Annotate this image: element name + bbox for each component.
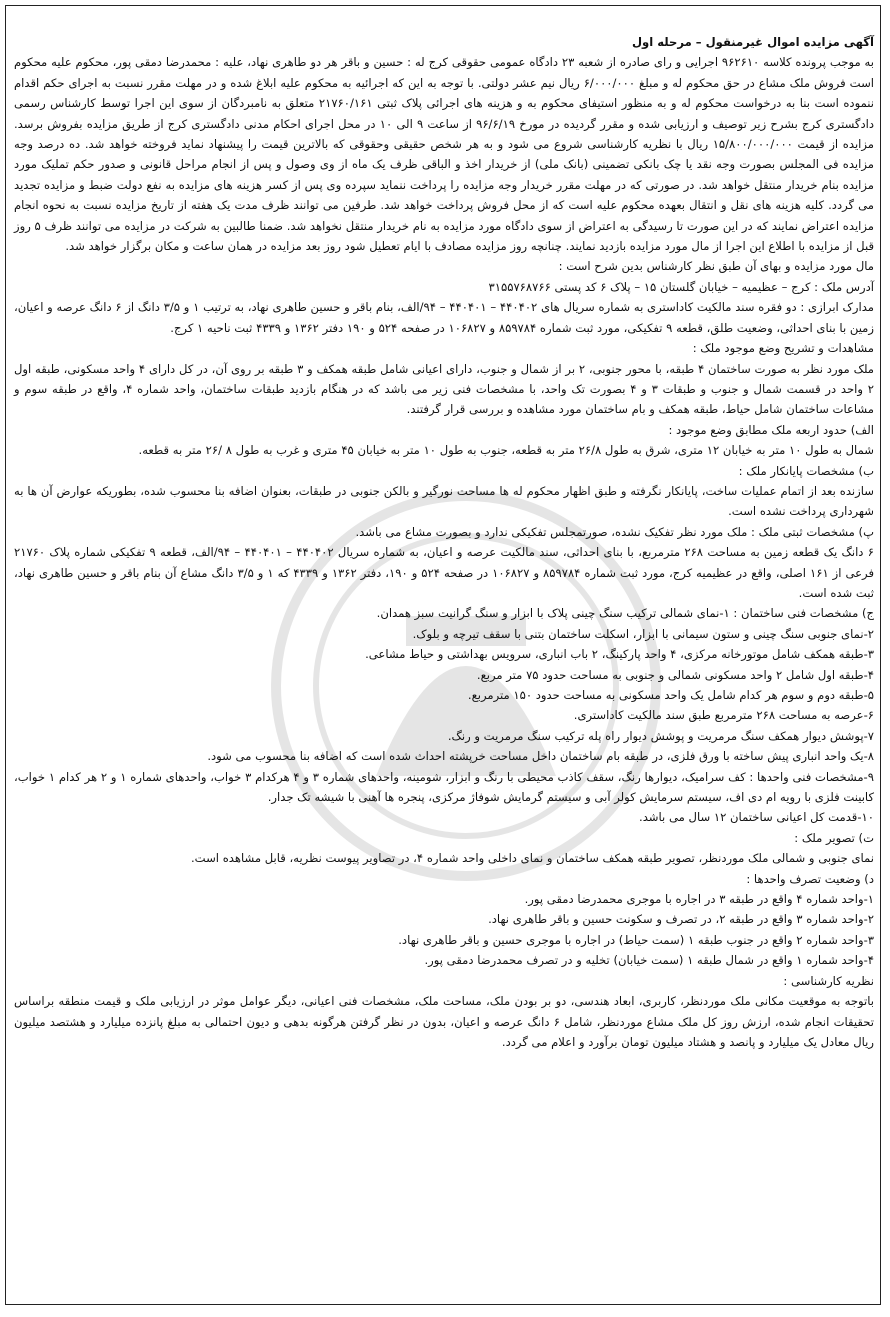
paragraph: ۶ دانگ یک قطعه زمین به مساحت ۲۶۸ مترمربع، با بنای احداثی، سند مالکیت عرصه و اعیان، به شماره سریال ۴۴۰۴۰۲ – ۴۴۰۴۰۱ – ۹۴/الف، قطعه ۹ تفکیکی شماره پلاک ۲۱۷۶۰ فرعی از ۱۶۱ اصلی، واقع در عظیمیه کرج، مورد ثبت شماره ۸۵۹۷۸۴ و ۱۰۶۸۲۷ در صفحه ۵۲۴ و ۱۹۰، دفتر ۱۳۶۲ و ۴۳۳۹ که ۱ و ۳/۵ دانگ مشاع آن بنام باقر و حسین طاهری نهاد، ثبت شده است. (14, 545, 874, 600)
paragraph: به موجب پرونده کلاسه ۹۶۲۶۱۰ اجرایی و رای صادره از شعبه ۲۳ دادگاه عمومی حقوقی کرج له : حسین و باقر هر دو طاهری نهاد، علیه : محمدرضا دمقی پور، محکوم علیه محکوم است فروش ملک مشاع در حق محکوم له و مبلغ ۶/۰۰۰/۰۰۰ ریال نیم عشر دولتی. با توجه به این که اجرائیه به محکوم علیه ابلاغ شده و در مهلت مقرر نسبت به اجرای حکم اقدام ننموده است بنا به درخواست محکوم له و به منظور استیفای محکوم به و هزینه های اجرائی پلاک ثبتی ۲۱۷۶۰/۱۶۱ متعلق به نامبردگان از سوی این اجرا توسط کارشناس رسمی دادگستری کرج بشرح زیر توصیف و ارزیابی شده و مقرر گردیده در مورخ ۹۶/۶/۱۹ از ساعت ۹ الی ۱۰ در محل اجرای احکام مدنی دادگستری کرج از طریق مزایده بفروش برسد. مزایده از قیمت ۱۵/۸۰۰/۰۰۰/۰۰۰ ریال با نظریه کارشناسی شروع می شود و به هر شخص حقیقی وحقوقی که بالاترین قیمت را پیشنهاد نماید فروخته خواهد شد. ده درصد وجه مزایده فی المجلس بصورت وجه نقد یا چک بانکی تضمینی (بانک ملی) از خریدار اخذ و الباقی ظرف یک ماه از وی وصول و پس از انجام مراحل قانونی و صدور حکم تملیک مورد مزایده بنام خریدار منتقل خواهد شد. در صورتی که در مهلت مقرر خریدار وجه مزایده را پرداخت ننماید سپرده وی پس از کسر هزینه های مزایده به نفع دولت ضبط و مزایده تجدید می گردد. کلیه هزینه های نقل و انتقال بعهده محکوم علیه است که از محل فروش پرداخت خواهد شد. طرفین می توانند ظرف مدت یک هفته از تاریخ مزایده نسبت به نحوه انجام مزایده اعتراض نمایند که در این صورت تا رسیدگی به اعتراض از سوی دادگاه مورد مزایده به نام خریدار منتقل نخواهد شد. ضمنا طالبین به شرکت در مزایده می توانند ظرف ۵ روز قبل از مزایده با اطلاع این اجرا از مال مورد مزایده بازدید نمایند. چنانچه روز مزایده مصادف با ایام تعطیل شود روز بعد مزایده در همان ساعت و مکان برگزار خواهد شد. (14, 55, 875, 254)
paragraph: ۳-طبقه همکف شامل موتورخانه مرکزی، ۴ واحد پارکینگ، ۲ باب انباری، سرویس بهداشتی و حیاط مشاعی. (365, 647, 874, 662)
paragraph: پ) مشخصات ثبتی ملک : ملک مورد نظر تفکیک نشده، صورتمجلس تفکیکی ندارد و بصورت مشاع می باشد. (355, 524, 874, 539)
paragraph: ج) مشخصات فنی ساختمان : ۱-نمای شمالی ترکیب سنگ چینی پلاک با ابزار و سنگ گرانیت سبز همدان. (376, 606, 874, 621)
paragraph: ۶-عرصه به مساحت ۲۶۸ مترمربع طبق سند مالکیت کاداستری. (573, 708, 874, 723)
paragraph: ۵-طبقه دوم و سوم هر کدام شامل یک واحد مسکونی به مساحت حدود ۱۵۰ مترمربع. (467, 688, 874, 702)
paragraph: ۷-پوشش دیوار همکف سنگ مرمریت و پوشش دیوار راه پله ترکیب سنگ مرمریت و رنگ. (447, 728, 874, 743)
paragraph: ۴-واحد شماره ۱ واقع در شمال طبقه ۱ (سمت خیابان) تخلیه و در تصرف محمدرضا دمقی پور. (424, 953, 874, 968)
paragraph: سازنده بعد از اتمام عملیات ساخت، پایانکار نگرفته و طبق اظهار محکوم له ها مساحت نورگیر و بالکن جنوبی در طبقات، بعنوان اضافه بنا محسوب شده، بطوریکه عوارض آن ها به شهرداری پرداخت نشده است. (14, 483, 874, 519)
paragraph: مدارک ابرازی : دو فقره سند مالکیت کاداستری به شماره سریال های ۴۴۰۴۰۲ – ۴۴۰۴۰۱ – ۹۴/الف، بنام باقر و حسین طاهری نهاد، به ترتیب ۱ و ۳/۵ دانگ از ۶ دانگ عرصه و اعیان، زمین با بنای احداثی، وضعیت طلق، قطعه ۹ تفکیکی، مورد ثبت شماره ۸۵۹۷۸۴ و ۱۰۶۸۲۷ در صفحه ۵۲۴ و ۱۹۰ دفتر ۱۳۶۲ و ۴۳۳۹ ثبت ناحیه ۱ کرج. (14, 300, 874, 335)
paragraph: ملک مورد نظر به صورت ساختمان ۴ طبقه، با محور جنوبی، ۲ بر از شمال و جنوب، دارای اعیانی شامل طبقه همکف و ۳ طبقه بر روی آن، در کل دارای ۴ واحد مسکونی، طبقه اول ۲ واحد در قسمت شمال و جنوب و طبقات ۳ و ۴ بصورت تک واحد، با مشخصات فنی زیر می باشد که در هنگام بازدید طبقات ساختمان، واحد شماره ۴، واقع در طبقه سوم و مشاعات ساختمان شامل حیاط، طبقه همکف و بام ساختمان مورد مشاهده و بررسی قرار گرفتند. (14, 361, 874, 417)
notice-title: آگهی مزایده اموال غیرمنقول – مرحله اول (631, 35, 874, 49)
notice-frame (5, 5, 881, 1305)
paragraph: مال مورد مزایده و بهای آن طبق نظر کارشناس بدین شرح است : (558, 259, 874, 274)
paragraph: د) وضعیت تصرف واحدها : (746, 871, 874, 886)
paragraph: آدرس ملک : کرج – عظیمیه – خیابان گلستان ۱۵ – پلاک ۶ کد پستی ۳۱۵۵۷۶۸۷۶۶ (488, 279, 874, 294)
paragraph: الف) حدود اربعه ملک مطابق وضع موجود : (668, 422, 874, 437)
paragraph: ب) مشخصات پایانکار ملک : (738, 463, 874, 478)
paragraph: ۴-طبقه اول شامل ۲ واحد مسکونی شمالی و جنوبی به مساحت حدود ۷۵ متر مربع. (476, 667, 874, 682)
paragraph: ۲-نمای جنوبی سنگ چینی و ستون سیمانی با ابزار، اسکلت ساختمان بتنی با سقف تیرچه و بلوک. (412, 626, 874, 641)
paragraph: ۸-یک واحد انباری پیش ساخته با ورق فلزی، در طبقه بام ساختمان داخل مساحت خرپشته احداث شده است که اضافه بنا محسوب می شود. (207, 749, 874, 764)
notice-body (14, 32, 874, 1052)
paragraph: شمال به طول ۱۰ متر به خیابان ۱۲ متری، شرق به طول ۲۶/۸ متر به قطعه، جنوب به طول ۱۰ متر به خیابان ۴۵ متری و غرب به طول ۸ /۲۶ متر به قطعه. (138, 443, 874, 458)
paragraph: ۳-واحد شماره ۲ واقع در جنوب طبقه ۱ (سمت حیاط) در اجاره با موجری حسین و باقر طاهری نهاد. (398, 932, 874, 947)
paragraph: ۲-واحد شماره ۳ واقع در طبقه ۲، در تصرف و سکونت حسین و باقر طاهری نهاد. (488, 912, 874, 927)
paragraph: ۱-واحد شماره ۴ واقع در طبقه ۳ در اجاره با موجری محمدرضا دمقی پور. (524, 892, 874, 907)
paragraph: ۱۰-قدمت کل اعیانی ساختمان ۱۲ سال می باشد. (639, 810, 874, 825)
paragraph: ۹-مشخصات فنی واحدها : کف سرامیک، دیوارها رنگ، سقف کاذب محیطی با رنگ و ابزار، شومینه، واحدهای شماره ۳ و ۴ هرکدام ۳ خواب، واحدهای شماره ۱ و ۲ هر کدام ۱ خواب، کابینت فلزی با رویه ام دی اف، سیستم سرمایش کولر آبی و سیستم گرمایش شوفاژ مرکزی، پنجره ها آهنی با شیشه تک جدار. (14, 769, 874, 805)
paragraph: مشاهدات و تشریح وضع موجود ملک : (692, 341, 874, 356)
paragraph: نمای جنوبی و شمالی ملک موردنظر، تصویر طبقه همکف ساختمان و نمای داخلی واحد شماره ۴، در تصاویر پیوست نظریه، قابل مشاهده است. (191, 851, 874, 866)
paragraph: نظریه کارشناسی : (783, 973, 874, 988)
signature-line: باتوجه به موقعیت مکانی ملک موردنظر، کاربری، ابعاد هندسی، دو بر بودن ملک، مساحت ملک، مشخصات فنی اعیانی، دیگر عوامل موثر در ارزیابی ملک و قیمت منطقه براساس تحقیقات انجام شده، ارزش روز کل ملک مشاع موردنظر، شامل ۶ دانگ عرصه و اعیان، بدون در نظر گرفتن هرگونه بدهی و دیون احتمالی به مبلغ پانزده میلیارد و هشتصد میلیون ریال معادل یک میلیارد و پانصد و هشتاد میلیون تومان برآورد و اعلام می گردد. (14, 994, 874, 1049)
paragraph: ت) تصویر ملک : (794, 830, 874, 845)
